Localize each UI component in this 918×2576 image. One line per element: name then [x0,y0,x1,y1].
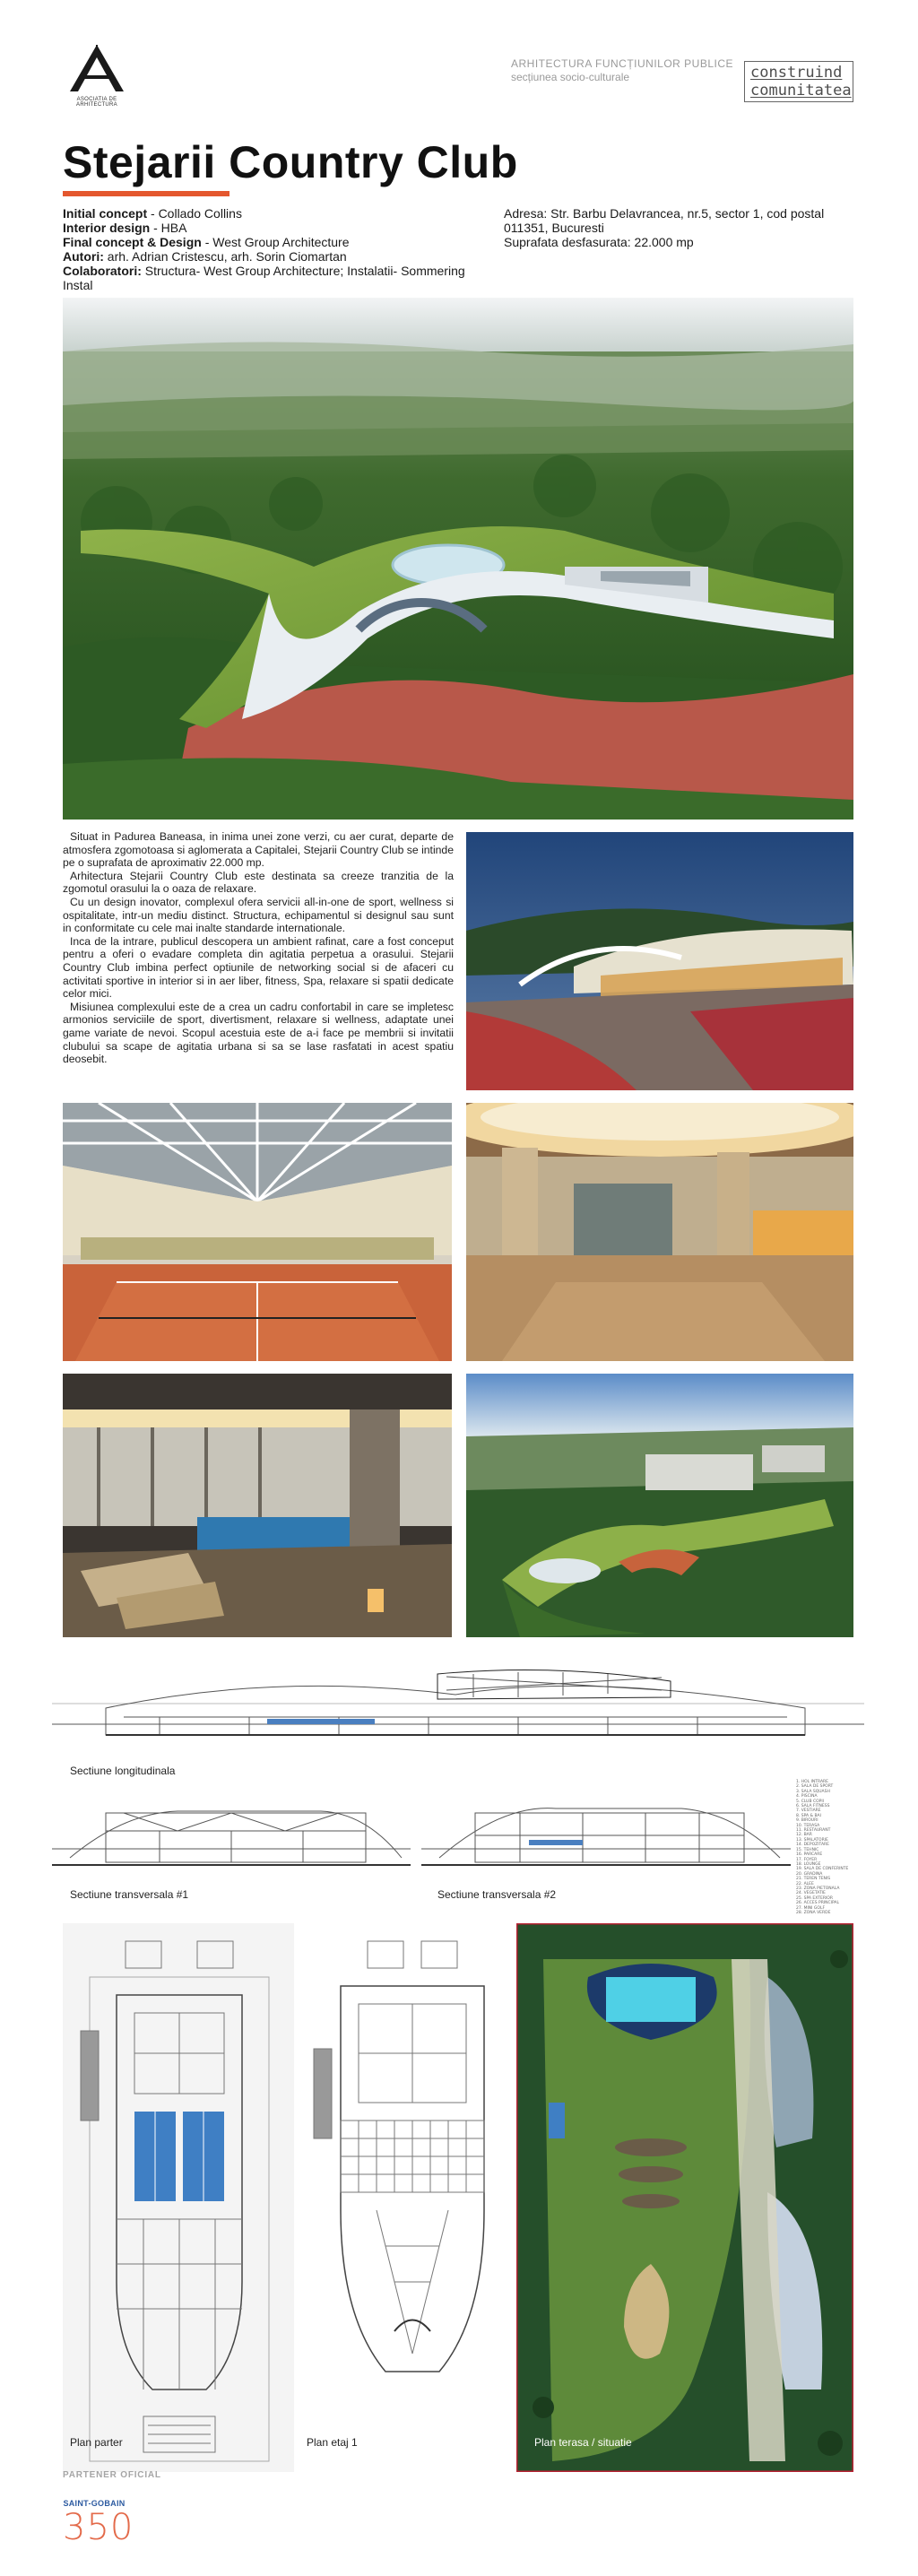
hero-aerial-photo [63,298,853,820]
legend-item: 8. SPA & BAI [796,1813,821,1818]
brand-logo [744,61,853,102]
credit-value: - West Group Architecture [201,235,350,249]
brand-line2: comunitatea [750,82,852,100]
transversal-section-2-caption: Sectiune transversala #2 [437,1888,557,1901]
category-header [511,57,733,84]
credit-line [63,249,484,264]
credit-label: Initial concept [63,206,148,221]
legend-item: 7. VESTIARE [796,1808,821,1814]
lobby-photo [466,1103,853,1361]
credit-line [63,206,484,221]
project-description [63,830,454,1066]
credit-value: - Collado Collins [147,206,242,221]
legend-item: 12. BAR [796,1833,812,1838]
description-paragraph: Cu un design inovator, complexul ofera servicii all-in-one de sport, wellness si ospitalitate, intr-un mediu distinct. Structura, echipamentul si designul sau sunt in conformitate cu cele mai inalte standarde internationale. [63,895,454,935]
legend-item: 24. VEGETATIE [796,1891,826,1896]
association-logo [63,43,131,106]
legend-item: 1. HOL INTRARE [796,1780,829,1784]
legend-item: 14. DEPOZITARE [796,1843,830,1848]
legend-item: 23. ZONA PIETONALA [796,1886,840,1891]
sponsor-logo [63,2499,149,2553]
first-floor-plan [305,1923,520,2472]
brand-line1: construind [750,64,843,82]
description-paragraph: Arhitectura Stejarii Country Club este destinata sa creeze tranzitia de la zgomotul orasului la o oaza de relaxare. [63,869,454,896]
credit-label: Final concept & Design [63,235,202,249]
page-title: Stejarii Country Club [63,137,518,187]
legend-item: 15. TEHNIC [796,1847,819,1852]
credit-value: Structura- West Group Architecture; Instalatii- Sommering Instal [63,264,465,292]
logo-org-name: ASOCIATIA DE ARHITECTURA [76,97,117,108]
sponsor-number: 350 [63,2507,134,2548]
description-paragraph: Inca de la intrare, publicul descopera un ambient rafinat, care a fost conceput pentru a oferi o evadare completa din agitatia perpetua a orasului. Stejarii Country Club imbina perfect optiunile de networking social si de afaceri cu activitati sportive in interior si in aer liber, fitness, Spa, relaxare si spatii dedicate celor mici. [63,934,454,1001]
legend-item: 9. BIROURI [796,1818,818,1824]
legend-item: 26. ACCES PRINCIPAL [796,1901,840,1906]
description-paragraph: Situat in Padurea Baneasa, in inima unei zone verzi, cu aer curat, departe de atmosfera zgomotoasa si aglomerata a Capitalei, Stejarii Country Club se intinde pe o suprafata de aproximativ 22.000 mp. [63,830,454,870]
legend-item: 5. CLUB COPII [796,1799,825,1804]
credit-value: arh. Adrian Cristescu, arh. Sorin Ciomartan [103,249,347,264]
legend-item: 16. PARCARE [796,1852,823,1858]
ground-floor-caption: Plan parter [70,2436,123,2449]
aerial-render-photo [466,1374,853,1637]
credit-label: Colaboratori: [63,264,142,278]
legend-item: 22. ALEE [796,1881,814,1886]
legend-item: 27. MINI GOLF [796,1905,826,1911]
first-floor-caption: Plan etaj 1 [307,2436,358,2449]
legend-item: 28. ZONA VERDE [796,1910,831,1915]
ground-floor-plan [63,1923,294,2472]
tennis-hall-photo [63,1103,452,1361]
longitudinal-section-drawing [52,1663,864,1753]
legend-item: 21. TEREN TENIS [796,1877,831,1882]
legend-item: 10. TERASA [796,1823,820,1828]
title-accent-bar [63,191,230,196]
credit-value: - HBA [150,221,187,235]
sponsor-name: SAINT-GOBAIN [63,2499,126,2508]
drawing-legend [796,1780,859,1915]
credit-line [63,264,484,292]
legend-item: 20. GRADINA [796,1871,823,1877]
longitudinal-section-caption: Sectiune longitudinala [70,1765,176,1777]
legend-item: 4. PISCINA [796,1794,818,1800]
address-line: Adresa: Str. Barbu Delavrancea, nr.5, sector 1, cod postal 011351, Bucuresti [504,206,825,235]
legend-item: 17. FOYER [796,1857,818,1862]
partner-label: PARTENER OFICIAL [63,2470,161,2480]
credit-line [63,235,484,249]
terrace-plan-caption: Plan terasa / situatie [534,2436,632,2449]
transversal-section-2-drawing [421,1786,791,1885]
credit-label: Autori: [63,249,104,264]
terrace-site-plan [516,1923,853,2472]
entrance-photo [466,832,853,1090]
legend-item: 11. RESTAURANT [796,1828,831,1834]
credit-line [63,221,484,235]
pool-photo [63,1374,452,1637]
credit-label: Interior design [63,221,151,235]
legend-item: 19. SALA DE CONFERINTE [796,1867,849,1872]
category-line2: secțiunea socio-culturale [511,71,630,83]
description-paragraph: Misiunea complexului este de a crea un cadru confortabil in care se impletesc armonios serviciile de sport, divertisment, relaxare si wellness, adaptate unei game variate de nevoi. Scopul acestuia este de a-i face pe membrii si invitatii clubului sa scape de agitatia urbana si sa se lase rasfatati in acest spatiu deosebit. [63,1000,454,1066]
logo-a-icon [63,43,131,93]
category-line1: ARHITECTURA FUNCȚIUNILOR PUBLICE [511,57,734,70]
legend-item: 3. SALA SQUASH [796,1789,830,1794]
legend-item: 13. SPALATORIE [796,1837,828,1843]
legend-item: 6. SALA FITNESS [796,1804,830,1809]
legend-item: 2. SALA DE SPORT [796,1784,834,1790]
legend-item: 18. LOUNGE [796,1861,821,1867]
surface-line: Suprafata desfasurata: 22.000 mp [504,235,694,249]
legend-item: 25. SPA EXTERIOR [796,1895,833,1901]
credits-block [63,206,484,292]
transversal-section-1-caption: Sectiune transversala #1 [70,1888,189,1901]
address-block [504,206,862,249]
transversal-section-1-drawing [52,1786,411,1885]
